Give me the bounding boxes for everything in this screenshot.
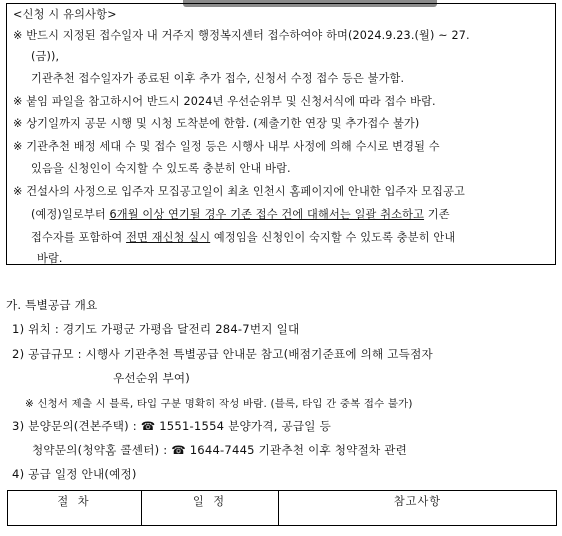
supply-scale-line-1: 2) 공급규모 : 시행사 기관추천 특별공급 안내문 참고(배점기준표에 의해 고득점자 [12, 347, 433, 361]
notice-title: <신청 시 유의사항> [13, 8, 117, 21]
notice-item-5-line-2-end: 기존 [424, 208, 450, 221]
sales-inquiry-line: 3) 분양문의(견본주택) : ☎ 1551-1554 분양가격, 공급일 등 [12, 419, 331, 433]
section-heading: 가. 특별공급 개요 [6, 298, 98, 312]
notice-item-5-line-2 [31, 206, 450, 222]
application-note: ※ 신청서 제출 시 블록, 타입 구분 명확히 작성 바람. (블록, 타입 간 중복 접수 불가) [25, 398, 413, 410]
table-header-schedule: 일 정 [142, 491, 279, 525]
notice-item-5-line-2-start: (예정)일로부터 [31, 208, 110, 221]
notice-item-5-underlined-reapply: 전면 재신청 실시 [126, 231, 211, 244]
supply-scale-line-2: 우선순위 부여) [113, 371, 191, 385]
notice-item-1-line-2: (금)), [31, 50, 60, 63]
table-header-procedure: 절 차 [8, 491, 142, 525]
notice-item-5-line-3-start: 접수자를 포함하여 [31, 231, 127, 244]
table-header-remarks: 참고사항 [393, 495, 442, 508]
location-line: 1) 위치 : 경기도 가평군 가평읍 달전리 284-7번지 일대 [12, 322, 300, 336]
notice-item-3: ※ 상기일까지 공문 시행 및 시청 도착분에 한함. (제출기한 연장 및 추가접수 불가) [13, 117, 420, 130]
notice-item-1-line-1: ※ 반드시 지정된 접수일자 내 거주지 행정복지센터 접수하여야 하며(2024.9.23.(월) ~ 27. [13, 29, 470, 42]
notice-item-2: ※ 붙임 파일을 참고하시어 반드시 2024년 우선순위부 및 신청서식에 따라 접수 바람. [13, 95, 436, 108]
notice-item-5-line-3 [31, 229, 455, 245]
notice-box [6, 3, 556, 265]
schedule-heading: 4) 공급 일정 안내(예정) [12, 467, 137, 481]
notice-item-5-line-4: 바람. [37, 252, 63, 265]
notice-item-5-line-3-end: 예정임을 신청인이 숙지할 수 있도록 충분히 안내 [210, 231, 456, 244]
subscription-inquiry-line: 청약문의(청약홈 콜센터) : ☎ 1644-7445 기관추천 이후 청약절차 관련 [32, 443, 408, 457]
notice-item-5-underlined-cancel: 6개월 이상 연기될 경우 기존 접수 건에 대해서는 일괄 취소하고 [109, 208, 425, 221]
notice-item-5-line-1: ※ 건설사의 사정으로 입주자 모집공고일이 최초 인천시 홈페이지에 안내한 입주자 모집공고 [13, 185, 466, 198]
schedule-table [7, 490, 557, 526]
notice-item-1-line-3: 기관추천 접수일자가 종료된 이후 추가 접수, 신청서 수정 접수 등은 불가함. [31, 72, 405, 85]
notice-item-4-line-1: ※ 기관추천 배정 세대 수 및 접수 일정 등은 시행사 내부 사정에 의해 수시로 변경될 수 [13, 140, 440, 153]
notice-item-4-line-2: 있음을 신청인이 숙지할 수 있도록 충분히 안내 바람. [31, 162, 291, 175]
